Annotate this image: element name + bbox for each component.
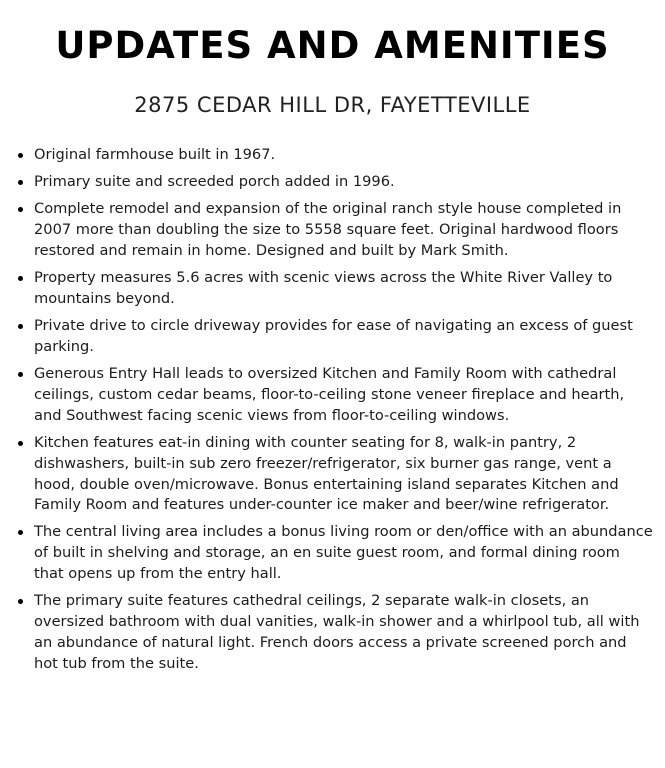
- page-title: UPDATES AND AMENITIES: [55, 24, 610, 67]
- bullet-icon: [18, 180, 23, 185]
- amenities-list: [14, 145, 654, 681]
- list-item: [14, 172, 654, 193]
- list-item: [14, 199, 654, 261]
- list-item-text: Property measures 5.6 acres with scenic views across the White River Valley to mountains beyond.: [34, 269, 613, 307]
- bullet-icon: [18, 207, 23, 212]
- property-address: 2875 CEDAR HILL DR, FAYETTEVILLE: [134, 93, 531, 117]
- bullet-icon: [18, 372, 23, 377]
- list-item: [14, 268, 654, 310]
- bullet-icon: [18, 599, 23, 604]
- list-item-text: Generous Entry Hall leads to oversized Kitchen and Family Room with cathedral ceilings, custom cedar beams, floor-to-ceiling stone veneer fireplace and hearth, and Southwest facing scenic views from floor-to-ceiling windows.: [34, 365, 625, 424]
- bullet-icon: [18, 276, 23, 281]
- list-item: [14, 364, 654, 426]
- list-item-text: Original farmhouse built in 1967.: [34, 146, 276, 163]
- bullet-icon: [18, 441, 23, 446]
- list-item: [14, 522, 654, 584]
- bullet-icon: [18, 530, 23, 535]
- list-item: [14, 433, 654, 516]
- list-item-text: The central living area includes a bonus living room or den/office with an abundance of built in shelving and storage, an en suite guest room, and formal dining room that opens up from the entry hall.: [34, 523, 653, 583]
- list-item-text: Private drive to circle driveway provides for ease of navigating an excess of guest parking.: [34, 317, 633, 355]
- list-item: [14, 316, 654, 358]
- list-item-text: Complete remodel and expansion of the original ranch style house completed in 2007 more than doubling the size to 5558 square feet. Original hardwood floors restored and remain in home. Designed and built by Mark Smith.: [34, 200, 622, 259]
- list-item: [14, 591, 654, 674]
- list-item-text: The primary suite features cathedral ceilings, 2 separate walk-in closets, an oversized bathroom with dual vanities, walk-in shower and a whirlpool tub, all with an abundance of natural light. French doors access a private screened porch and hot tub from the suite.: [34, 592, 640, 672]
- bullet-icon: [18, 153, 23, 158]
- bullet-icon: [18, 324, 23, 329]
- list-item-text: Kitchen features eat-in dining with counter seating for 8, walk-in pantry, 2 dishwashers, built-in sub zero freezer/refrigerator, six burner gas range, vent a hood, double oven/microwave. Bonus entertaining island separates Kitchen and Family Room and features under-counter ice maker and beer/wine refrigerator.: [34, 433, 619, 514]
- list-item: [14, 145, 654, 166]
- list-item-text: Primary suite and screeded porch added in 1996.: [34, 173, 395, 191]
